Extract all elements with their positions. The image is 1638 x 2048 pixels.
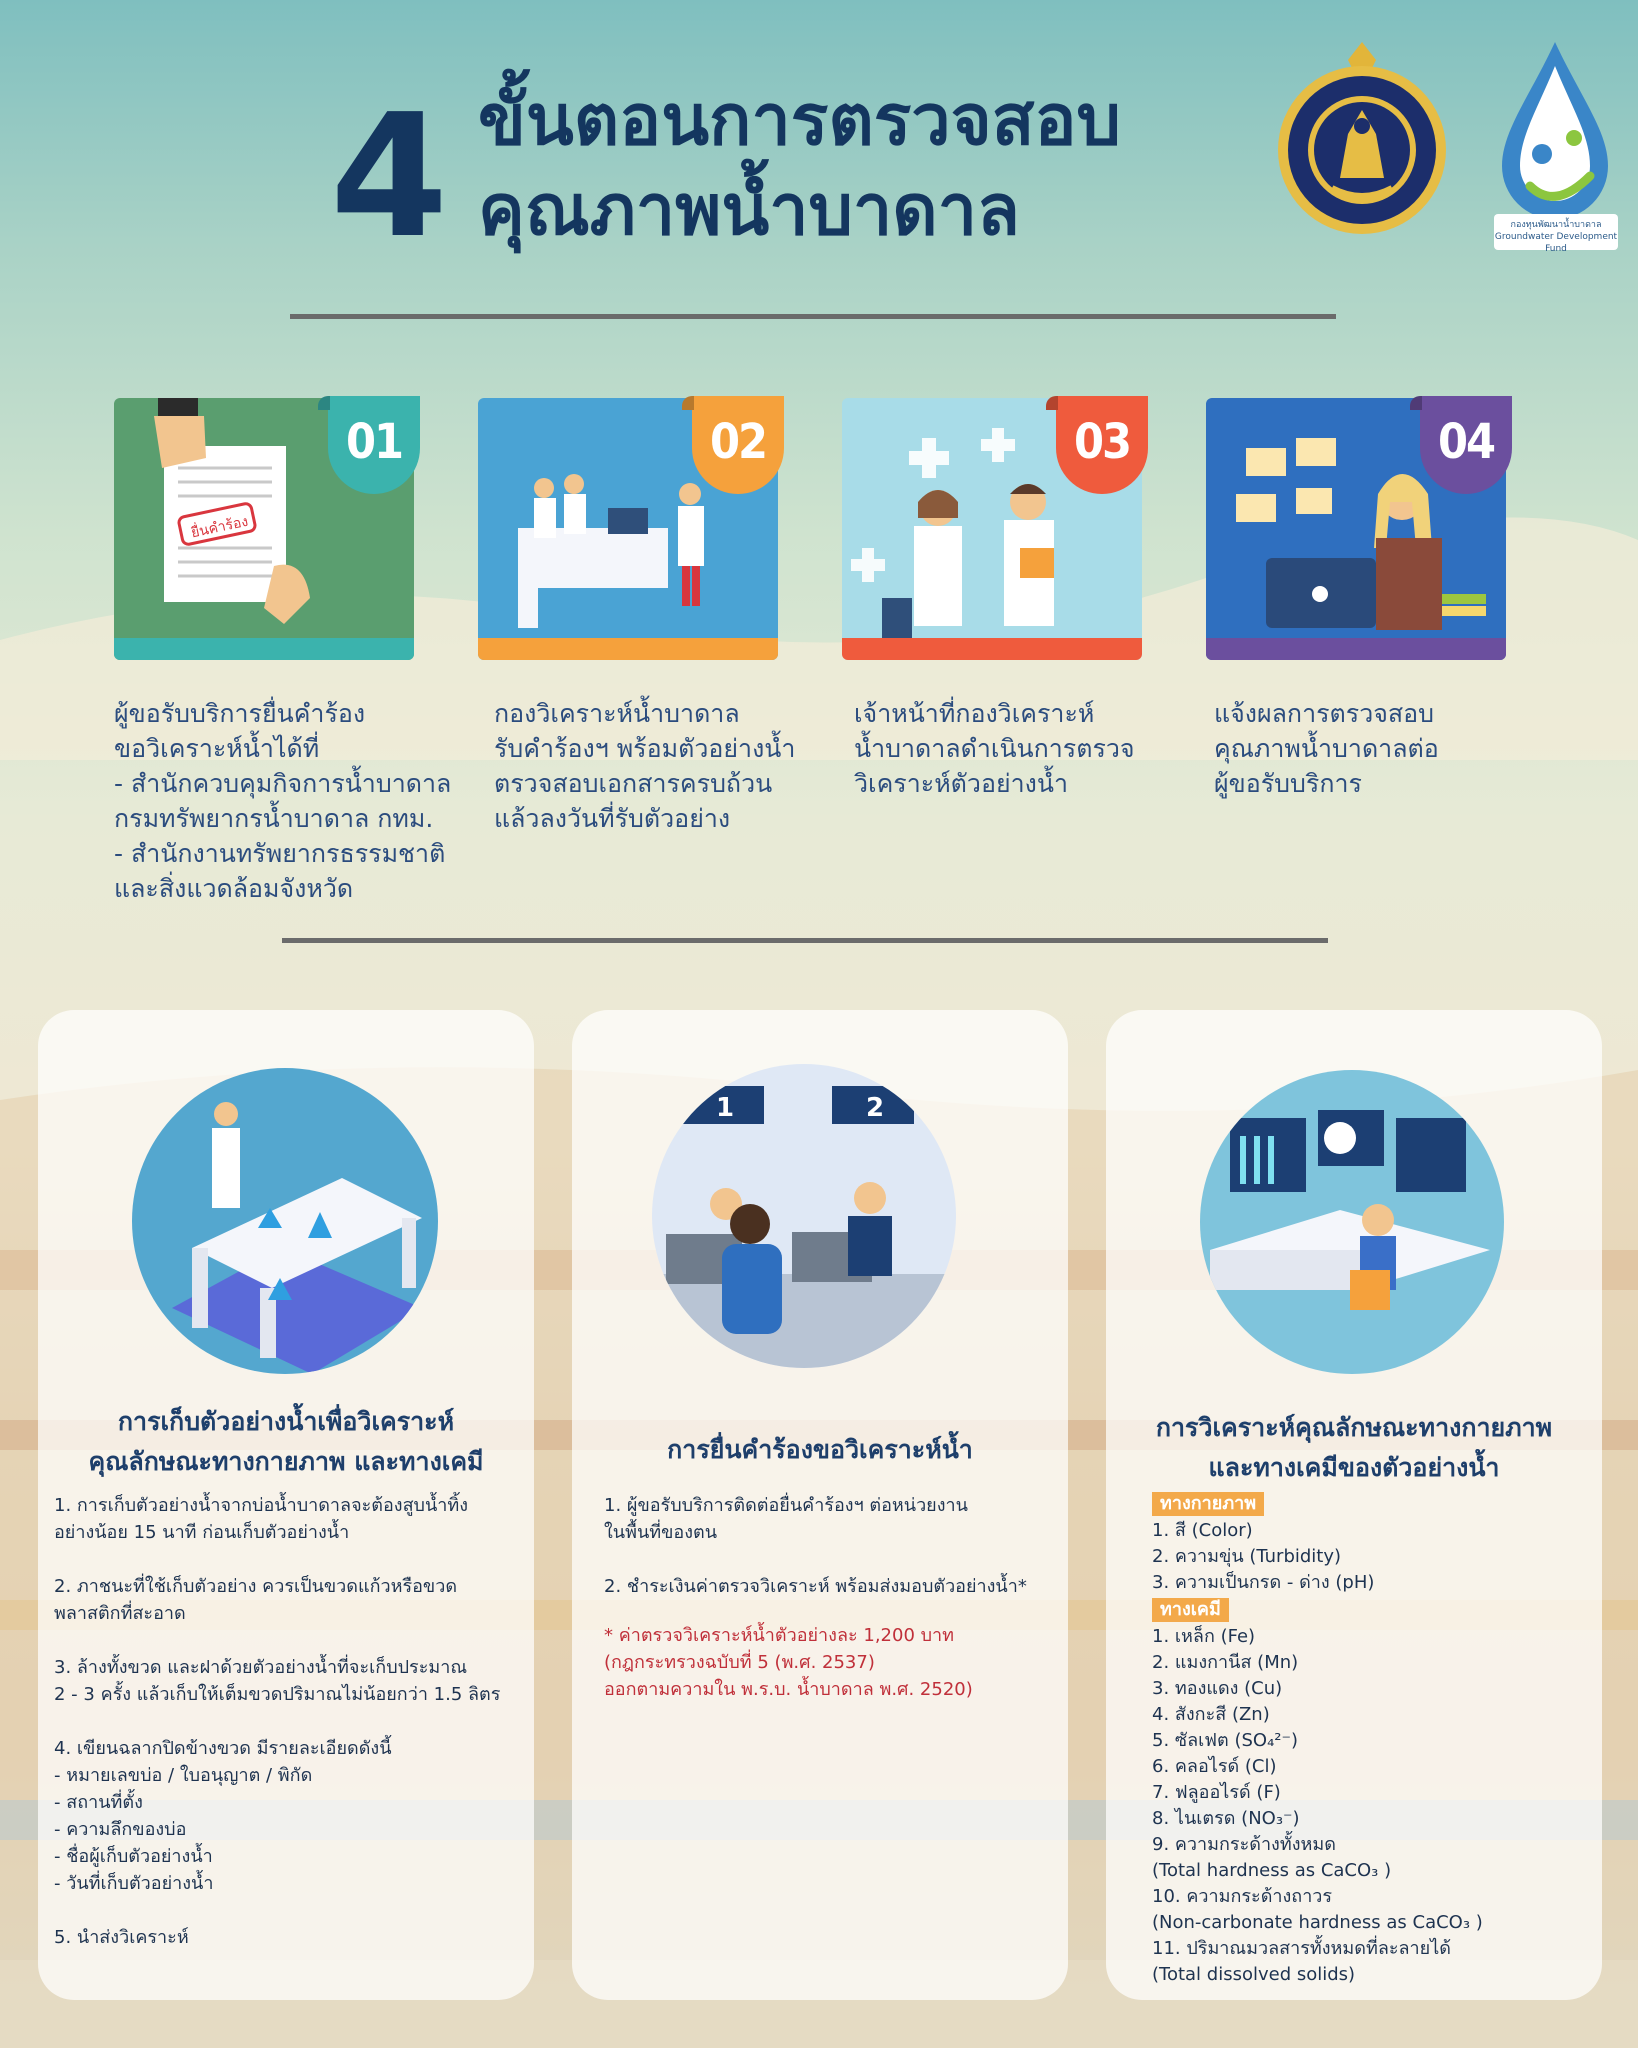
lab-table-illustration: [132, 1068, 438, 1374]
chemical-item: 7. ฟลูออไรด์ (F): [1152, 1782, 1281, 1803]
chemical-tag: ทางเคมี: [1152, 1598, 1229, 1622]
chemical-item: 9. ความกระด้างทั้งหมด: [1152, 1834, 1336, 1855]
chemical-item: (Total dissolved solids): [1152, 1964, 1356, 1985]
step-01-description: ผู้ขอรับบริการยื่นคำร้อง ขอวิเคราะห์น้ำได้ที่ - สำนักควบคุมกิจการน้ำบาดาล กรมทรัพยากรน้ำบาดาล กทม. - สำนักงานทรัพยากรธรรมชาติ และสิ่งแวดล้อมจังหวัด: [114, 699, 452, 903]
collection-steps: 1. การเก็บตัวอย่างน้ำจากบ่อน้ำบาดาลจะต้องสูบน้ำทิ้ง อย่างน้อย 15 นาที ก่อนเก็บตัวอย่างน้ำ 2. ภาชนะที่ใช้เก็บตัวอย่าง ควรเป็นขวดแก้วหรือขวด พลาสติกที่สะอาด 3. ล้างทั้งขวด และฝาด้วยตัวอย่างน้ำที่จะเก็บประมาณ 2 - 3 ครั้ง แล้วเก็บให้เต็มขวดปริมาณไม่น้อยกว่า 1.5 ลิตร 4. เขียนฉลากปิดข้างขวด มีรายละเอียดดังนี้ - หมายเลขบ่อ / ใบอนุญาต / พิกัด - สถานที่ตั้ง - ความลึกของบ่อ - ชื่อผู้เก็บตัวอย่างน้ำ - วันที่เก็บตัวอย่างน้ำ 5. นำส่งวิเคราะห์: [54, 1495, 501, 1948]
chemical-item: 6. คลอไรด์ (Cl): [1152, 1756, 1277, 1777]
step-04-badge: 04: [1420, 396, 1512, 494]
collection-title: การเก็บตัวอย่างน้ำเพื่อวิเคราะห์ คุณลักษณะทางกายภาพ และทางเคมี: [88, 1407, 484, 1476]
dgr-seal-logo: [1272, 38, 1452, 238]
control-room-illustration: [1200, 1070, 1504, 1374]
analysis-title: การวิเคราะห์คุณลักษณะทางกายภาพ และทางเคมีของตัวอย่างน้ำ: [1155, 1413, 1553, 1482]
physical-tag: ทางกายภาพ: [1152, 1492, 1264, 1516]
physical-item: 2. ความขุ่น (Turbidity): [1152, 1546, 1342, 1567]
chemical-item: (Non-carbonate hardness as CaCO₃ ): [1152, 1912, 1483, 1933]
step-01-badge: 01: [328, 396, 420, 494]
middle-divider: [282, 938, 1328, 943]
chemical-item: 3. ทองแดง (Cu): [1152, 1678, 1283, 1699]
chemical-item: 8. ไนเตรด (NO₃⁻): [1152, 1808, 1300, 1829]
physical-item: 1. สี (Color): [1152, 1520, 1253, 1541]
request-title: การยื่นคำร้องขอวิเคราะห์น้ำ: [667, 1435, 973, 1464]
top-divider: [290, 314, 1336, 319]
chemical-item: 10. ความกระด้างถาวร: [1152, 1886, 1333, 1907]
physical-item: 3. ความเป็นกรด - ด่าง (pH): [1152, 1572, 1375, 1593]
chemical-item: 1. เหล็ก (Fe): [1152, 1626, 1256, 1647]
fund-label-th: กองทุนพัฒนาน้ำบาดาล: [1510, 220, 1602, 230]
stamp-text: ยื่นคำร้อง: [189, 513, 250, 542]
step-04-description: แจ้งผลการตรวจสอบ คุณภาพน้ำบาดาลต่อ ผู้ขอรับบริการ: [1214, 699, 1439, 798]
fund-label-en: Groundwater Development Fund: [1494, 232, 1618, 254]
page-title-line2: คุณภาพน้ำบาดาล: [478, 169, 1020, 251]
step-03-description: เจ้าหน้าที่กองวิเคราะห์ น้ำบาดาลดำเนินการตรวจ วิเคราะห์ตัวอย่างน้ำ: [854, 699, 1135, 798]
page-title-line1: ขั้นตอนการตรวจสอบ: [478, 79, 1121, 161]
counter-2-number: 2: [866, 1093, 885, 1123]
chemical-item: 11. ปริมาณมวลสารทั้งหมดที่ละลายได้: [1152, 1938, 1451, 1959]
fee-note: * ค่าตรวจวิเคราะห์น้ำตัวอย่างละ 1,200 บาท (กฎกระทรวงฉบับที่ 5 (พ.ศ. 2537) ออกตามความใน พ.ร.บ. น้ำบาดาล พ.ศ. 2520): [604, 1625, 973, 1700]
chemical-item: (Total hardness as CaCO₃ ): [1152, 1860, 1392, 1881]
chemical-item: 4. สังกะสี (Zn): [1152, 1704, 1270, 1725]
fund-logo-label: [1494, 214, 1618, 254]
step-02-badge: 02: [692, 396, 784, 494]
header-number: 4: [330, 78, 449, 276]
chemical-item: 2. แมงกานีส (Mn): [1152, 1652, 1299, 1673]
step-02-description: กองวิเคราะห์น้ำบาดาล รับคำร้องฯ พร้อมตัวอย่างน้ำ ตรวจสอบเอกสารครบถ้วน แล้วลงวันที่รับตัวอย่าง: [494, 699, 796, 833]
step-03-badge: 03: [1056, 396, 1148, 494]
chemical-item: 5. ซัลเฟต (SO₄²⁻): [1152, 1730, 1299, 1751]
request-steps: 1. ผู้ขอรับบริการติดต่อยื่นคำร้องฯ ต่อหน่วยงาน ในพื้นที่ของตน 2. ชำระเงินค่าตรวจวิเคราะห์ พร้อมส่งมอบตัวอย่างน้ำ*: [604, 1495, 1027, 1597]
service-counter-illustration: [652, 1064, 956, 1368]
analysis-parameters: [1152, 1490, 1592, 1988]
counter-1-number: 1: [716, 1093, 735, 1123]
